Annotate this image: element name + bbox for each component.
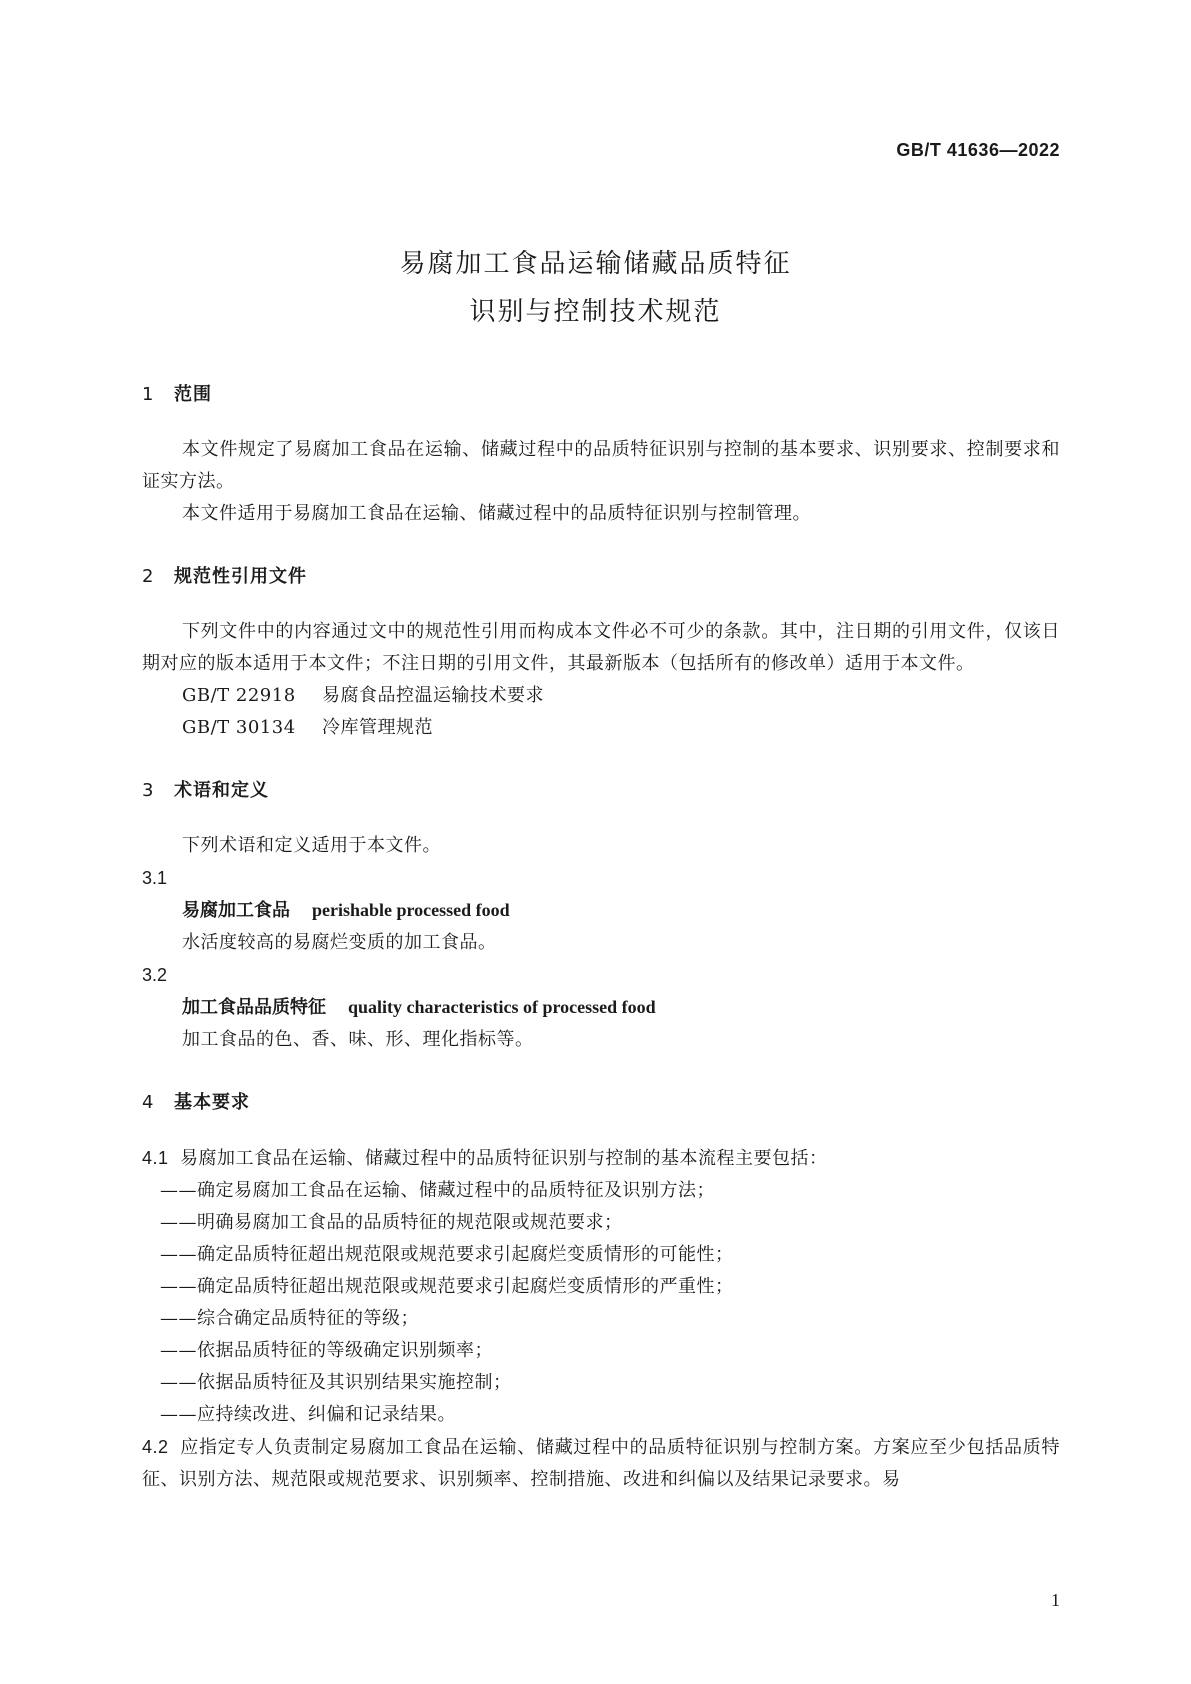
clause-text: 应指定专人负责制定易腐加工食品在运输、储藏过程中的品质特征识别与控制方案。方案应至少包括品质特征、识别方法、规范限或规范要求、识别频率、控制措施、改进和纠偏以及结果记录要求。易 [142, 1437, 1060, 1490]
reference-name: 冷库管理规范 [322, 717, 433, 738]
term-zh: 加工食品品质特征 [182, 997, 326, 1018]
section-title: 范围 [174, 384, 212, 405]
section-3-heading [142, 776, 1060, 806]
clause-text: 易腐加工食品在运输、储藏过程中的品质特征识别与控制的基本流程主要包括： [180, 1148, 828, 1169]
scope-paragraph-2: 本文件适用于易腐加工食品在运输、储藏过程中的品质特征识别与控制管理。 [182, 503, 811, 524]
section-1-heading [142, 380, 1060, 410]
terms-intro: 下列术语和定义适用于本文件。 [182, 835, 441, 856]
reference-code: GB/T 30134 [182, 717, 296, 738]
list-item: ——依据品质特征的等级确定识别频率； [160, 1340, 493, 1361]
section-number: 4 [142, 1092, 155, 1113]
clause-number: 4.1 [142, 1148, 169, 1168]
section-number: 1 [142, 384, 155, 405]
term-zh: 易腐加工食品 [182, 900, 290, 921]
list-item: ——应持续改进、纠偏和记录结果。 [160, 1404, 456, 1425]
list-item: ——综合确定品质特征的等级； [160, 1308, 419, 1329]
term-heading [142, 894, 1060, 927]
page-number: 1 [1051, 1590, 1060, 1610]
list-item: ——明确易腐加工食品的品质特征的规范限或规范要求； [160, 1212, 623, 1233]
document-body [142, 380, 1060, 1496]
reference-item [142, 680, 1060, 712]
list-item: ——依据品质特征及其识别结果实施控制； [160, 1372, 512, 1393]
references-paragraph: 下列文件中的内容通过文中的规范性引用而构成本文件必不可少的条款。其中，注日期的引用文件，仅该日期对应的版本适用于本文件；不注日期的引用文件，其最新版本（包括所有的修改单）适用于本文件。 [142, 621, 1060, 674]
term-number: 3.2 [142, 965, 168, 985]
section-title: 基本要求 [174, 1092, 250, 1113]
section-title: 术语和定义 [174, 780, 269, 801]
section-number: 3 [142, 780, 155, 801]
reference-item [142, 712, 1060, 744]
list-item: ——确定品质特征超出规范限或规范要求引起腐烂变质情形的严重性； [160, 1276, 734, 1297]
term-definition: 加工食品的色、香、味、形、理化指标等。 [182, 1029, 534, 1050]
scope-paragraph-1: 本文件规定了易腐加工食品在运输、储藏过程中的品质特征识别与控制的基本要求、识别要求、控制要求和证实方法。 [142, 439, 1060, 492]
reference-code: GB/T 22918 [182, 685, 296, 706]
title-line-2: 识别与控制技术规范 [469, 297, 722, 327]
clause-4-1 [142, 1142, 1060, 1175]
document-title [0, 240, 1191, 336]
clause-4-2 [142, 1431, 1060, 1496]
term-heading [142, 991, 1060, 1024]
standard-code: GB/T 41636—2022 [896, 140, 1060, 160]
list-item: ——确定易腐加工食品在运输、储藏过程中的品质特征及识别方法； [160, 1180, 715, 1201]
clause-number: 4.2 [142, 1437, 169, 1457]
term-definition: 水活度较高的易腐烂变质的加工食品。 [182, 932, 497, 953]
section-number: 2 [142, 566, 155, 587]
reference-name: 易腐食品控温运输技术要求 [322, 685, 544, 706]
section-4-heading [142, 1088, 1060, 1118]
term-number: 3.1 [142, 868, 168, 888]
term-en: perishable processed food [312, 900, 510, 920]
section-2-heading [142, 562, 1060, 592]
section-title: 规范性引用文件 [174, 566, 307, 587]
title-line-1: 易腐加工食品运输储藏品质特征 [399, 249, 792, 279]
list-item: ——确定品质特征超出规范限或规范要求引起腐烂变质情形的可能性； [160, 1244, 734, 1265]
term-en: quality characteristics of processed food [348, 997, 656, 1017]
